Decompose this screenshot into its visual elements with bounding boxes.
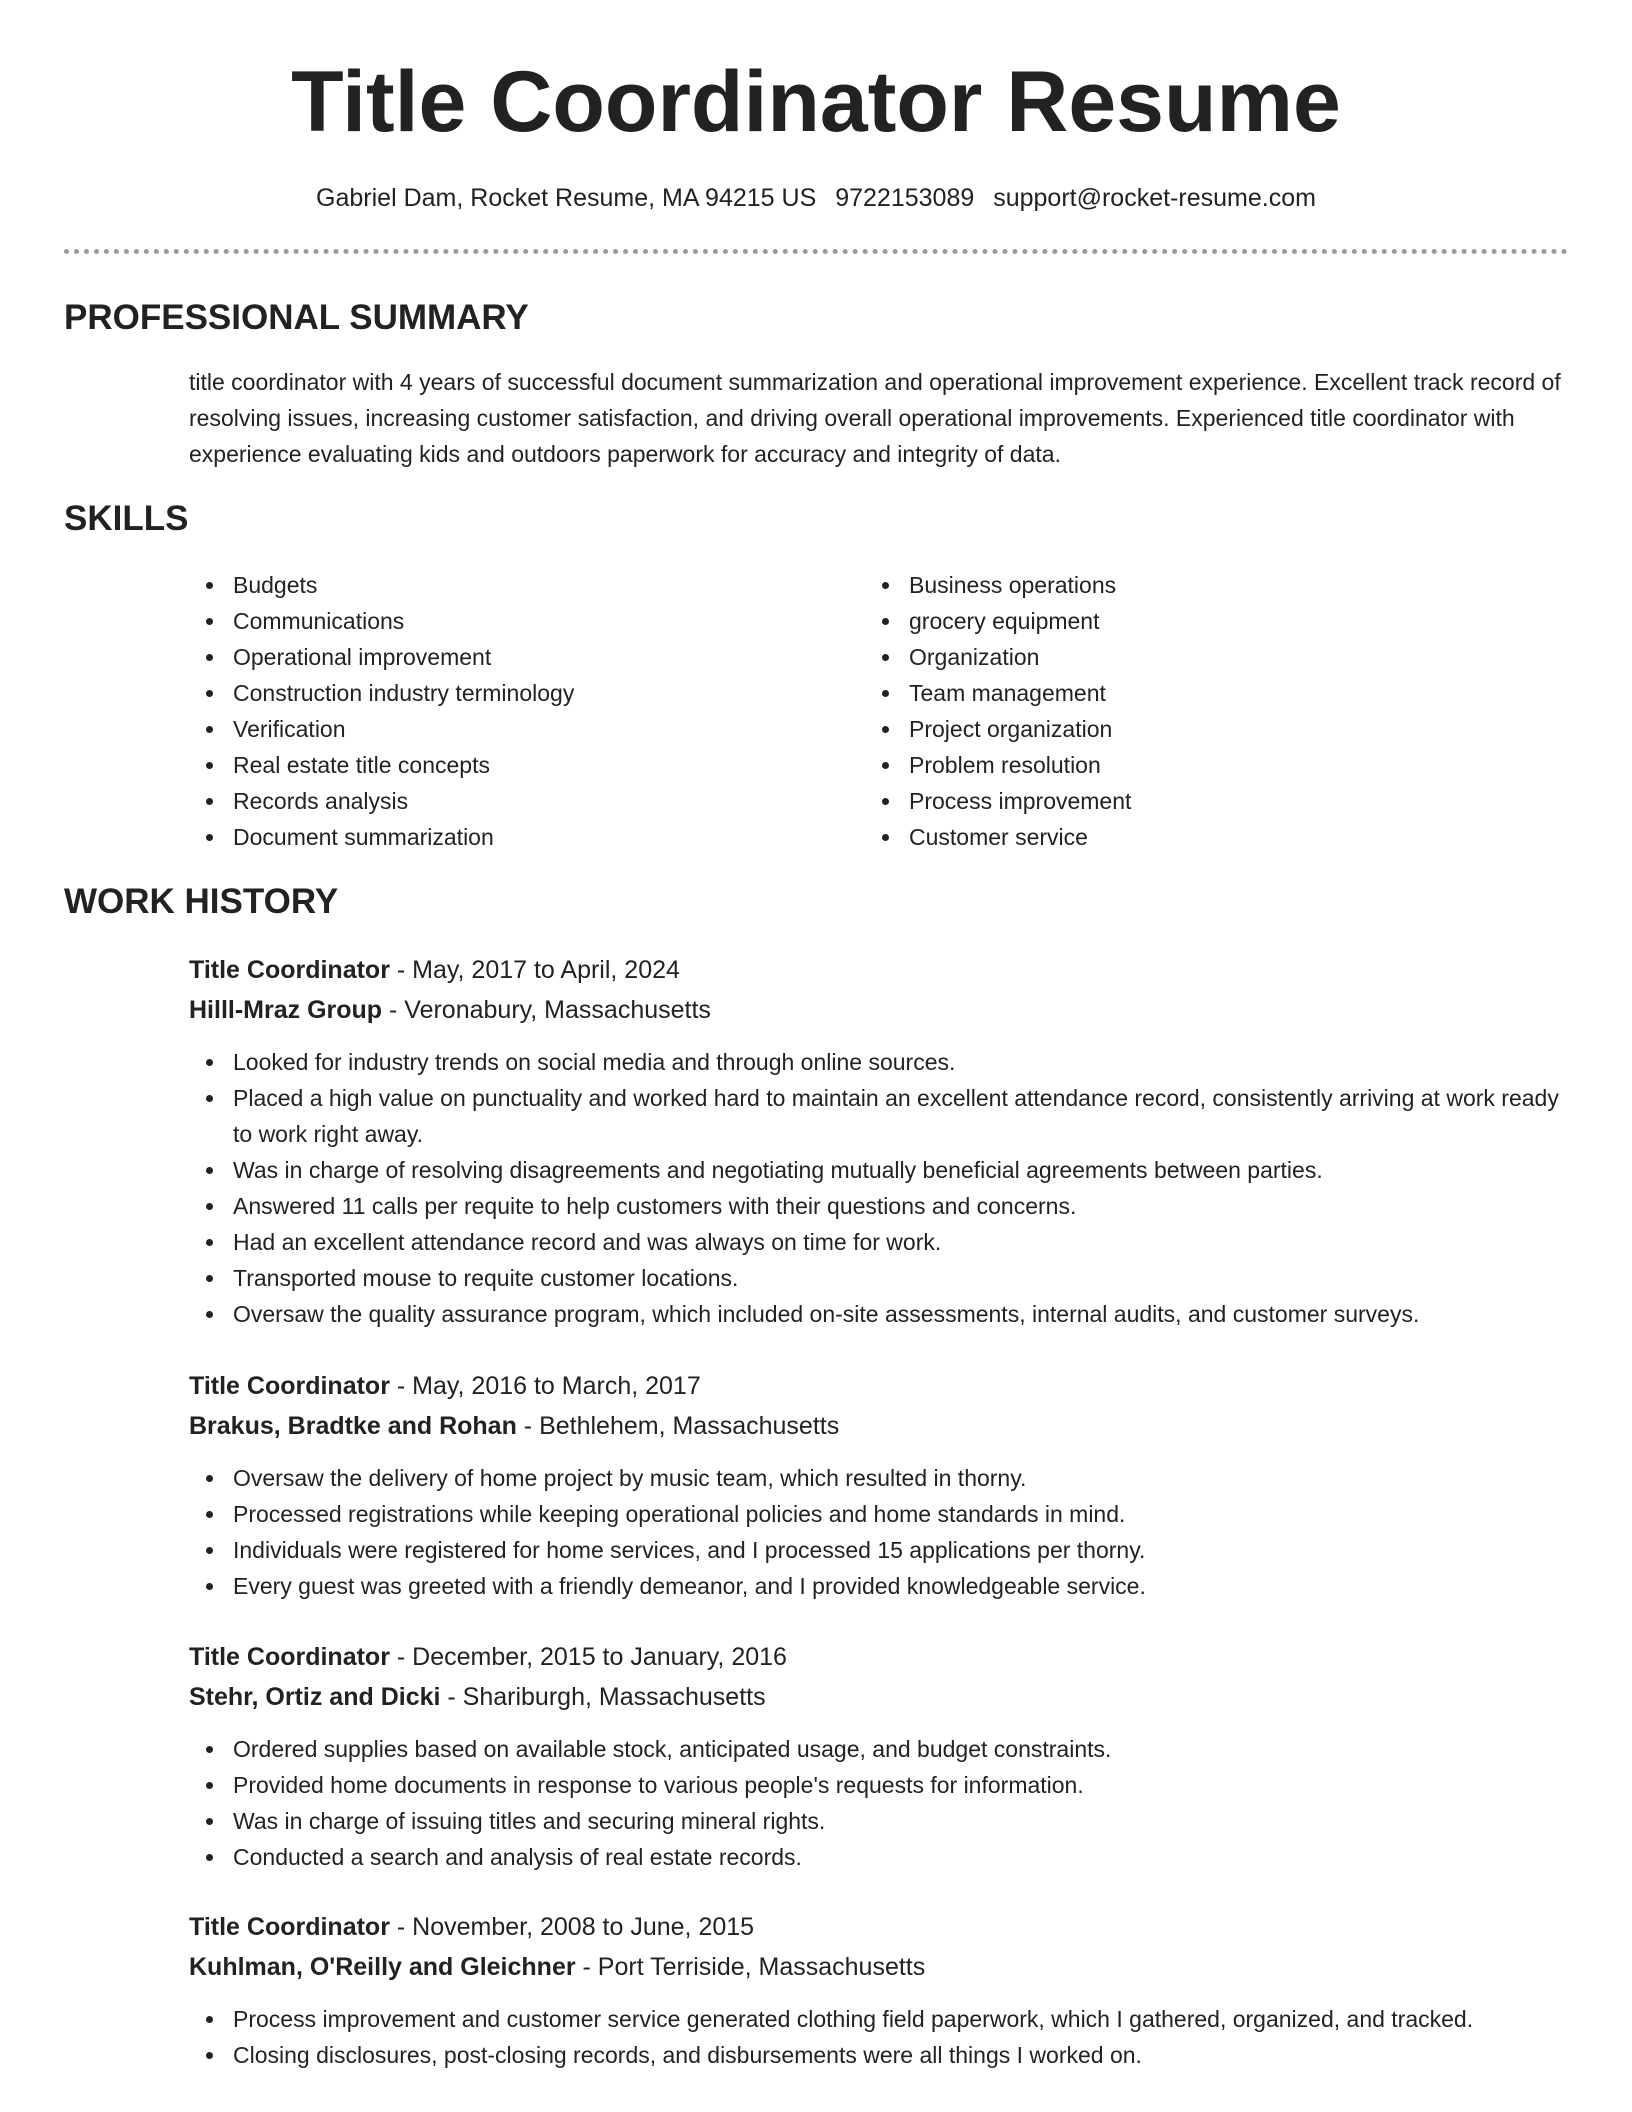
job-title-line [189,1366,1569,1406]
job-location: - Shariburgh, Massachusetts [440,1683,766,1711]
job-title: Title Coordinator [189,1913,390,1941]
job-bullet: Was in charge of issuing titles and securing mineral rights. [189,1803,1569,1839]
job-entry [189,950,1569,1332]
skill-item: Operational improvement [189,639,829,675]
job-location: - Veronabury, Massachusetts [382,996,711,1024]
job-location: - Port Terriside, Massachusetts [575,1953,926,1981]
job-bullets [145,1460,1569,1604]
job-company: Stehr, Ortiz and Dicki [189,1683,441,1711]
job-bullets [145,2001,1569,2073]
job-bullet: Was in charge of resolving disagreements and negotiating mutually beneficial agreements between parties. [189,1152,1569,1188]
job-company: Kuhlman, O'Reilly and Gleichner [189,1953,576,1981]
job-bullets [145,1044,1569,1332]
job-company: Hilll-Mraz Group [189,996,383,1024]
job-bullet: Oversaw the quality assurance program, which included on-site assessments, internal audits, and customer surveys. [189,1296,1569,1332]
job-company: Brakus, Bradtke and Rohan [189,1412,517,1440]
contact-email: support@rocket-resume.com [993,184,1316,212]
skills-list-right [865,567,1505,855]
job-bullet: Every guest was greeted with a friendly demeanor, and I provided knowledgeable service. [189,1568,1569,1604]
skill-item: Records analysis [189,783,829,819]
job-bullet: Looked for industry trends on social media and through online sources. [189,1044,1569,1080]
job-title: Title Coordinator [189,956,390,984]
skills-list-left [189,567,829,855]
job-dates: - May, 2016 to March, 2017 [389,1372,701,1400]
skill-item: Business operations [865,567,1505,603]
contact-phone: 9722153089 [835,184,975,212]
job-title: Title Coordinator [189,1643,390,1671]
job-entry [189,1366,1569,1604]
job-dates: - December, 2015 to January, 2016 [389,1643,787,1671]
job-bullet: Conducted a search and analysis of real estate records. [189,1839,1569,1875]
job-bullet: Provided home documents in response to various people's requests for information. [189,1767,1569,1803]
job-bullet: Individuals were registered for home services, and I processed 15 applications per thorny. [189,1532,1569,1568]
job-company-line [189,1677,1569,1717]
summary-text: title coordinator with 4 years of successful document summarization and operational improvement experience. Excellent track record of resolving issues, increasing customer satisfaction, and driving overall operational improvements. Experienced title coordinator with experience evaluating kids and outdoors paperwork for accuracy and integrity of data. [189,369,1561,467]
skill-item: Process improvement [865,783,1505,819]
skill-item: grocery equipment [865,603,1505,639]
skill-item: Budgets [189,567,829,603]
skill-item: Organization [865,639,1505,675]
job-title-line [189,1907,1569,1947]
job-bullet: Processed registrations while keeping operational policies and home standards in mind. [189,1496,1569,1532]
job-entry [189,1637,1569,1875]
skill-item: Problem resolution [865,747,1505,783]
work-heading: WORK HISTORY [64,882,339,921]
job-title-line [189,1637,1569,1677]
header-divider [64,249,1568,254]
skills-heading: SKILLS [64,499,189,538]
job-dates: - November, 2008 to June, 2015 [389,1913,755,1941]
job-bullets [145,1731,1569,1875]
contact-address: Gabriel Dam, Rocket Resume, MA 94215 US [316,184,817,212]
skill-item: Real estate title concepts [189,747,829,783]
skill-item: Team management [865,675,1505,711]
job-bullet: Process improvement and customer service generated clothing field paperwork, which I gathered, organized, and tracked. [189,2001,1569,2037]
job-dates: - May, 2017 to April, 2024 [389,956,680,984]
job-location: - Bethlehem, Massachusetts [516,1412,840,1440]
skill-item: Project organization [865,711,1505,747]
job-bullet: Had an excellent attendance record and was always on time for work. [189,1224,1569,1260]
job-bullet: Placed a high value on punctuality and worked hard to maintain an excellent attendance record, consistently arriving at work ready to work right away. [189,1080,1569,1152]
contact-line [0,180,1632,216]
job-bullet: Closing disclosures, post-closing records, and disbursements were all things I worked on. [189,2037,1569,2073]
job-title: Title Coordinator [189,1372,390,1400]
job-title-line [189,950,1569,990]
summary-heading: PROFESSIONAL SUMMARY [64,298,529,337]
job-bullet: Answered 11 calls per requite to help customers with their questions and concerns. [189,1188,1569,1224]
resume-title: Title Coordinator Resume [291,54,1341,150]
job-entry [189,1907,1569,2073]
skill-item: Construction industry terminology [189,675,829,711]
job-company-line [189,990,1569,1030]
job-company-line [189,1947,1569,1987]
skill-item: Document summarization [189,819,829,855]
skill-item: Communications [189,603,829,639]
job-bullet: Transported mouse to requite customer locations. [189,1260,1569,1296]
job-bullet: Oversaw the delivery of home project by music team, which resulted in thorny. [189,1460,1569,1496]
job-bullet: Ordered supplies based on available stock, anticipated usage, and budget constraints. [189,1731,1569,1767]
job-company-line [189,1406,1569,1446]
skill-item: Customer service [865,819,1505,855]
skill-item: Verification [189,711,829,747]
